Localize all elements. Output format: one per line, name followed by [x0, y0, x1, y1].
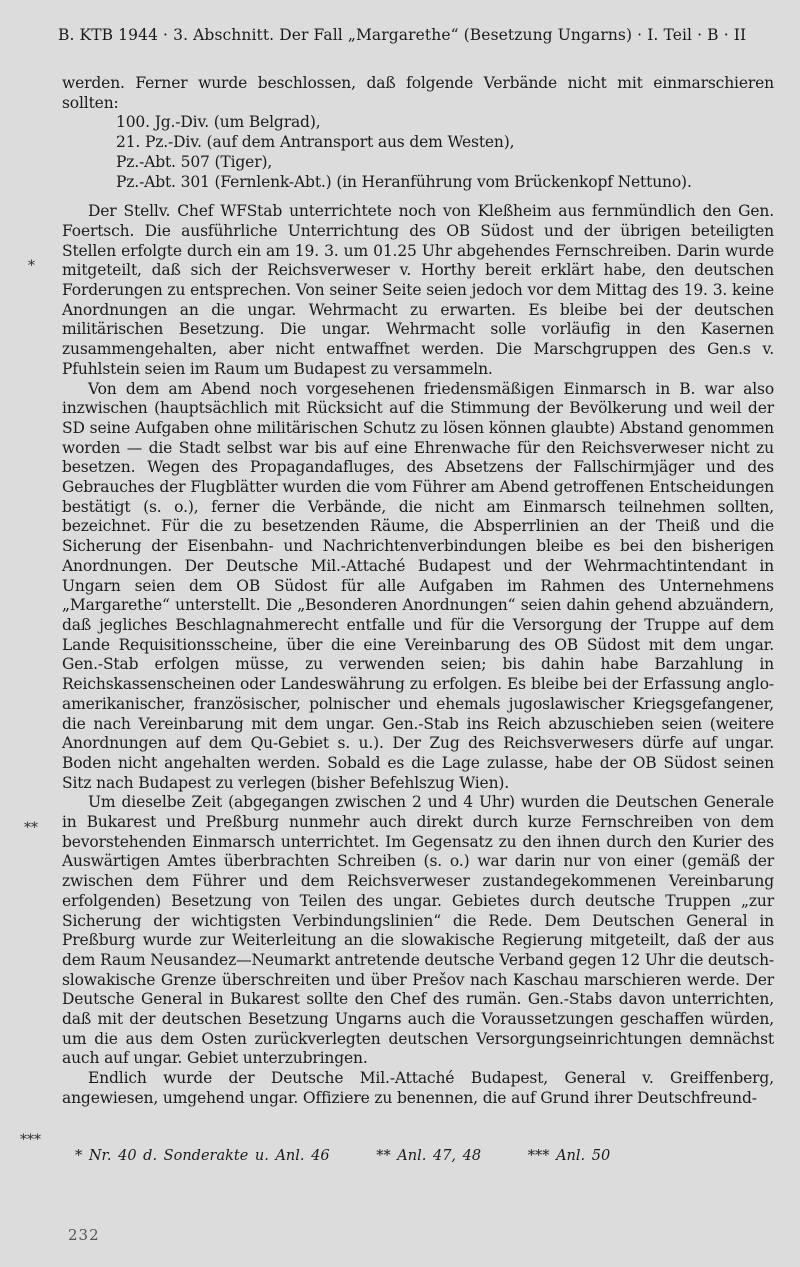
paragraph-4: Um dieselbe Zeit (abgegangen zwischen 2 und 4 Uhr) wurden die Deutschen Generale in Bukarest und Preßburg nunmehr auch direkt durch kurze Fernschreiben von dem bevorstehenden Einmarsch unterrichtet. Im Gegensatz zu den ihnen durch den Kurier des Auswärtigen Amtes überbrachten Schreiben (s. o.) war darin nur von einer (gemäß der zwischen dem Führer und dem Reichsverweser zustandegekommenen Vereinbarung erfolgenden) Besetzung von Teilen des ungar. Gebietes durch deutsche Truppen „zur Sicherung der wichtigsten Verbindungslinien“ die Rede. Dem Deutschen General in Preßburg wurde zur Weiterleitung an die slowakische Regierung mitgeteilt, daß der aus dem Raum Neusandez—Neumarkt antretende deutsche Verband gegen 12 Uhr die deutsch-slowakische Grenze überschreiten und über Prešov nach Kaschau marschieren werde. Der Deutsche General in Bukarest sollte den Chef des rumän. Gen.-Stabs davon unterrichten, daß mit der deutschen Besetzung Ungarns auch die Voraussetzungen geschaffen würden, um die aus dem Osten zurückverlegten deutschen Versorgungseinrichtungen demnächst auch auf ungar. Gebiet unterzubringen.	[62, 793, 774, 1068]
page-number: 232	[68, 1226, 100, 1244]
paragraph-1: werden. Ferner wurde beschlossen, daß folgende Verbände nicht mit einmarschieren sollten:	[62, 74, 774, 112]
unit-item: 21. Pz.-Div. (auf dem Antransport aus dem Westen),	[116, 133, 515, 152]
footnote-2: ** Anl. 47, 48	[376, 1148, 482, 1164]
unit-list	[62, 113, 774, 192]
footnote-1: * Nr. 40 d. Sonderakte u. Anl. 46	[75, 1148, 330, 1164]
footnotes	[75, 1148, 755, 1164]
paragraph-5: Endlich wurde der Deutsche Mil.-Attaché Budapest, General v. Greiffenberg, angewiesen, umgehend ungar. Offiziere zu benennen, die auf Grund ihrer Deutschfreund-	[62, 1069, 774, 1107]
unit-item: Pz.-Abt. 301 (Fernlenk-Abt.) (in Heranführung vom Brückenkopf Nettuno).	[116, 172, 692, 191]
body-text	[62, 74, 774, 1109]
footnote-marker-1: *	[28, 258, 35, 274]
footnote-marker-2: **	[24, 820, 38, 836]
running-header: B. KTB 1944 · 3. Abschnitt. Der Fall „Margarethe“ (Besetzung Ungarns) · I. Teil · B · II	[58, 26, 747, 44]
footnote-3: *** Anl. 50	[527, 1148, 611, 1164]
unit-item: 100. Jg.-Div. (um Belgrad),	[116, 113, 321, 132]
paragraph-3: Von dem am Abend noch vorgesehenen friedensmäßigen Einmarsch in B. war also inzwischen (hauptsächlich mit Rücksicht auf die Stimmung der Bevölkerung und weil der SD seine Aufgaben ohne militärischen Schutz zu lösen können glaubte) Abstand genommen worden — die Stadt selbst war bis auf eine Ehrenwache für den Reichsverweser nicht zu besetzen. Wegen des Propagandafluges, des Absetzens der Fallschirmjäger und des Gebrauches der Flugblätter wurden die vom Führer am Abend getroffenen Entscheidungen bestätigt (s. o.), ferner die Verbände, die nicht am Einmarsch teilnehmen sollten, bezeichnet. Für die zu besetzenden Räume, die Absperrlinien an der Theiß und die Sicherung der Eisenbahn- und Nachrichtenverbindungen bleibe es bei den bisherigen Anordnungen. Der Deutsche Mil.-Attaché Budapest und der Wehrmachtintendant in Ungarn seien dem OB Südost für alle Aufgaben im Rahmen des Unternehmens „Margarethe“ unterstellt. Die „Besonderen Anordnungen“ seien dahin gehend abzuändern, daß jegliches Beschlagnahmerecht entfalle und für die Versorgung der Truppe auf dem Lande Requisitionsscheine, über die eine Vereinbarung des OB Südost mit dem ungar. Gen.-Stab erfolgen müsse, zu verwenden seien; bis dahin habe Barzahlung in Reichskassenscheinen oder Landeswährung zu erfolgen. Es bleibe bei der Erfassung anglo-amerikanischer, französischer, polnischer und ehemals jugoslawischer Kriegsgefangener, die nach Vereinbarung mit dem ungar. Gen.-Stab ins Reich abzuschieben seien (weitere Anordnungen auf dem Qu-Gebiet s. u.). Der Zug des Reichsverwesers dürfe auf ungar. Boden nicht angehalten werden. Sobald es die Lage zulasse, habe der OB Südost seinen Sitz nach Budapest zu verlegen (bisher Befehlszug Wien).	[62, 379, 774, 792]
unit-item: Pz.-Abt. 507 (Tiger),	[116, 152, 273, 171]
paragraph-2: Der Stellv. Chef WFStab unterrichtete noch von Kleßheim aus fernmündlich den Gen. Foertsch. Die ausführliche Unterrichtung des OB Südost und der übrigen beteiligten Stellen erfolgte durch ein am 19. 3. um 01.25 Uhr abgehendes Fernschreiben. Darin wurde mitgeteilt, daß sich der Reichsverweser v. Horthy bereit erklärt habe, den deutschen Forderungen zu entsprechen. Von seiner Seite seien jedoch vor dem Mittag des 19. 3. keine Anordnungen an die ungar. Wehrmacht zu erwarten. Es bleibe bei der deutschen militärischen Besetzung. Die ungar. Wehrmacht solle vorläufig in den Kasernen zusammengehalten, aber nicht entwaffnet werden. Die Marschgruppen des Gen.s v. Pfuhlstein seien im Raum um Budapest zu versammeln.	[62, 202, 774, 378]
footnote-marker-3: ***	[20, 1132, 41, 1148]
